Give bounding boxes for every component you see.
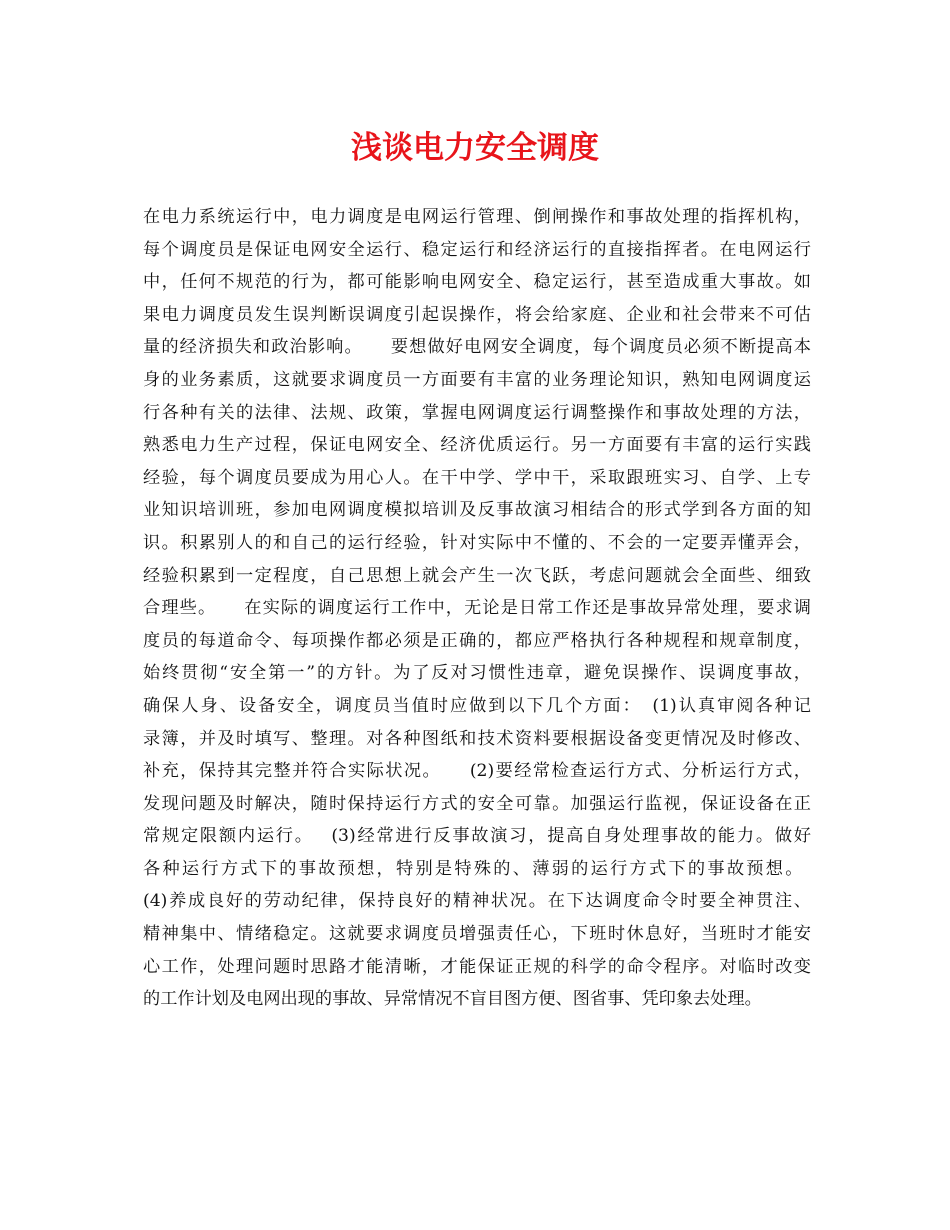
body-line: 熟悉电力生产过程，保证电网安全、经济优质运行。另一方面要有丰富的运行实践 [143,435,811,456]
body-line: 心工作，处理问题时思路才能清晰，才能保证正规的科学的命令程序。对临时改变 [143,956,811,977]
body-line: 识。积累别人的和自己的运行经验，针对实际中不懂的、不会的一定要弄懂弄会， [143,532,811,553]
document-body [143,201,811,1016]
body-line: 精神集中、情绪稳定。这就要求调度员增强责任心，下班时休息好，当班时才能安 [143,924,811,945]
document-title: 浅谈电力安全调度 [351,130,599,166]
body-line: 补充，保持其完整并符合实际状况。 (2)要经常检查运行方式、分析运行方式， [143,761,811,782]
body-line: 身的业务素质，这就要求调度员一方面要有丰富的业务理论知识，熟知电网调度运 [143,369,811,390]
body-line: 果电力调度员发生误判断误调度引起误操作，将会给家庭、企业和社会带来不可估 [143,304,811,325]
body-line: 的工作计划及电网出现的事故、异常情况不盲目图方便、图省事、凭印象去处理。 [143,989,762,1010]
body-line: 在电力系统运行中，电力调度是电网运行管理、倒闸操作和事故处理的指挥机构， [143,207,811,227]
body-line: 行各种有关的法律、法规、政策，掌握电网调度运行调整操作和事故处理的方法， [143,402,811,423]
body-line: 经验积累到一定程度，自己思想上就会产生一次飞跃，考虑问题就会全面些、细致 [143,565,811,586]
body-line: 每个调度员是保证电网安全运行、稳定运行和经济运行的直接指挥者。在电网运行 [143,239,811,260]
body-line: 确保人身、设备安全，调度员当值时应做到以下几个方面： (1)认真审阅各种记 [143,695,811,716]
body-line: 合理些。 在实际的调度运行工作中，无论是日常工作还是事故异常处理，要求调 [143,598,811,619]
body-line: 业知识培训班，参加电网调度模拟培训及反事故演习相结合的形式学到各方面的知 [143,500,811,521]
body-line: 量的经济损失和政治影响。 要想做好电网安全调度，每个调度员必须不断提高本 [143,337,811,358]
body-line: 中，任何不规范的行为，都可能影响电网安全、稳定运行，甚至造成重大事故。如 [143,272,811,293]
body-line: 各种运行方式下的事故预想，特别是特殊的、薄弱的运行方式下的事故预想。 [143,858,811,879]
body-line: 常规定限额内运行。 (3)经常进行反事故演习，提高自身处理事故的能力。做好 [143,826,811,847]
body-line: 度员的每道命令、每项操作都必须是正确的，都应严格执行各种规程和规章制度， [143,630,811,651]
body-line: 发现问题及时解决，随时保持运行方式的安全可靠。加强运行监视，保证设备在正 [143,793,811,814]
body-line: 经验，每个调度员要成为用心人。在干中学、学中干，采取跟班实习、自学、上专 [143,467,811,488]
body-line: 录簿，并及时填写、整理。对各种图纸和技术资料要根据设备变更情况及时修改、 [143,728,811,749]
body-line: (4)养成良好的劳动纪律，保持良好的精神状况。在下达调度命令时要全神贯注、 [143,891,811,912]
body-line: 始终贯彻“安全第一”的方针。为了反对习惯性违章，避免误操作、误调度事故， [143,663,811,684]
